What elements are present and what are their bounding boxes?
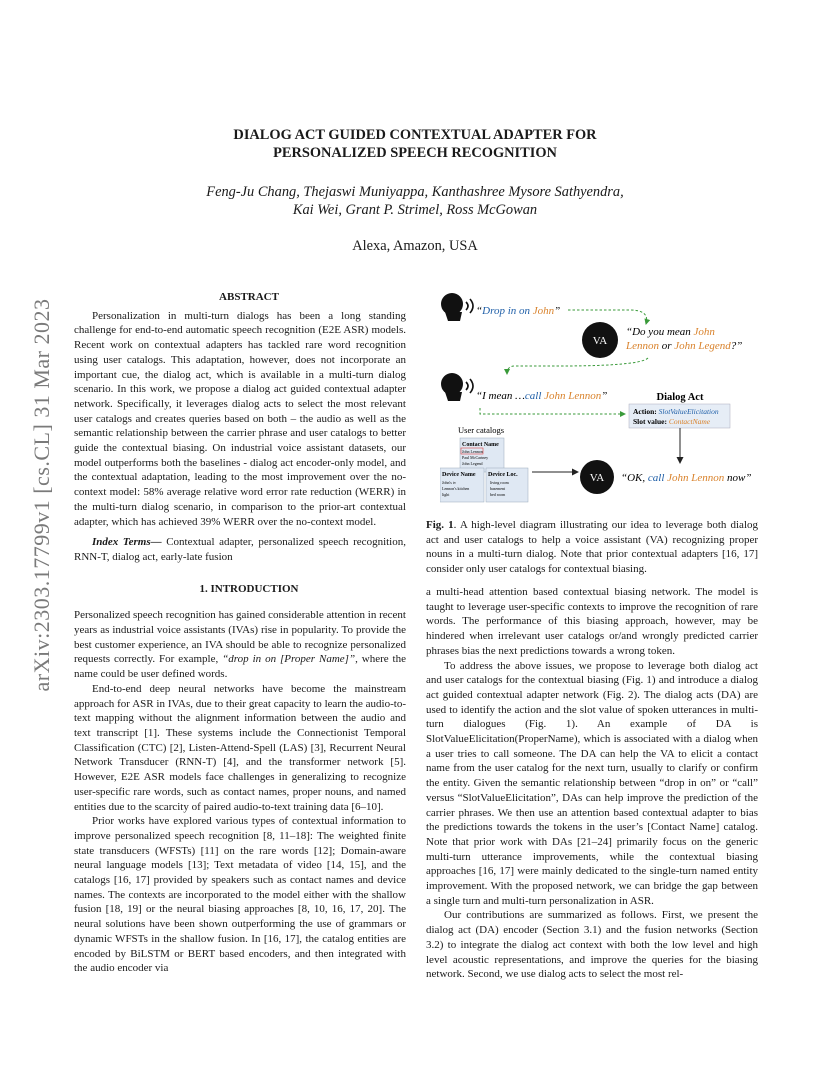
- intro-heading: 1. INTRODUCTION: [199, 582, 299, 595]
- abstract-text: Personalization in multi-turn dialogs has been a long standing challenge for end-to-end automatic speech recognition (E2E ASR) models. Recent work on contextual adapters has tackled rare word recognition using user catalogs. This adaptation, however, does not incorporate an important cue, the dialog act, which is available in a multi-turn dialog scenario. In this work, we propose a dialog act guided contextual adapter network. Specifically, it leverages dialog acts to select the most relevant user catalogs and creates queries based on both – the audio as well as the semantic relationship between the carrier phrase and user catalogs to better guide the contextual biasing. On industrial voice assistant datasets, our model outperforms both the baselines - dialog act encoder-only model, and the contextual adaptation, leading to the most improvement over the no-context model: 58% average relative word error rate reduction (WERR) in the multi-turn dialog scenario, in comparison to the prior-art contextual adapter, which has achieved 39% WERR over the no-context model.: [74, 309, 406, 528]
- va-label-2: VA: [589, 472, 605, 484]
- intro-p1-example: “drop in on [Proper Name]”: [222, 653, 356, 666]
- utterance-3: “I mean …call John Lennon”: [476, 390, 608, 402]
- user-catalogs-label: User catalogs: [458, 425, 505, 435]
- intro-p3: Prior works have explored various types of contextual information to improve personalized speech recognition [8, 11–18]: The weighted finite state transducers (WFSTs) [11] on the rare words [12]; Domain-aware neural language models [13]; Text metadata of video [14, 15], and the catalogs [16, 17] provided by speakers such as contact names and device names. The contexts are incorporated to the model either with the shallow fusion [18, 19] or the neural biasing approaches [8, 10, 16, 17, 20]. The neural solutions have been shown outperforming the use of grammars or dynamic WFSTs in the shallow fusion. In [16, 17], the catalog entities are encoded by BiLSTM or BERT based encoders, and then integrated with the audio encoder via: [74, 815, 406, 975]
- intro-p1-a: Personalized speech recognition has gained considerable attention in recent years as industrial voice assistants (IVAs) rise in popularity. To provide the best customer experience, an IVA should be able to recognize personalized requests correctly. For example,: [74, 609, 406, 666]
- device-name-header: Device Name: [442, 472, 476, 478]
- authors-line-1: Feng-Ju Chang, Thejaswi Muniyappa, Kanthashree Mysore Sathyendra,: [206, 184, 624, 200]
- caption-text: . A high-level diagram illustrating our idea to leverage both dialog act and user catalogs to help a voice assistant (VA) recognizing proper nouns in a multi-turn dialog. Note that prior contextual adapters [16, 17] consider only user catalogs for contextual biasing.: [426, 519, 758, 575]
- right-column: [426, 585, 758, 982]
- intro-p2: End-to-end deep neural networks have become the mainstream approach for ASR in IVAs, due to their great capacity to learn the audio-to-text mapping without the alignment information between the audio and text transcript [1]. These systems include the Connectionist Temporal Classification (CTC) [2], Listen-Attend-Spell (LAS) [3], Recurrent Neural Network Transducer (RNN-T) [4], and the transformer network [5]. However, E2E ASR models face challenges in generalizing to recognize user-specific rare words, such as contact names, proper nouns, and named entities due to the scarcity of paired audio-to-text training data [6–10].: [74, 682, 406, 813]
- title-line-1: DIALOG ACT GUIDED CONTEXTUAL ADAPTER FOR: [233, 127, 597, 143]
- right-p3: Our contributions are summarized as follows. First, we present the dialog act (DA) encoder (Section 3.1) and the fusion networks (Section 3.2) to integrate the dialog act context with both the low level and high level acoustic representations, and improve the queries for the biasing network. Second, we use dialog acts to select the most rel-: [426, 909, 758, 981]
- index-terms-label: Index Terms—: [92, 536, 162, 549]
- dialog-act-slot: Slot value: ContactName: [633, 417, 711, 426]
- authors-line-2: Kai Wei, Grant P. Strimel, Ross McGowan: [292, 202, 538, 218]
- left-column: [74, 290, 406, 976]
- contact-item: John Lennon: [462, 449, 483, 454]
- authors: [120, 183, 710, 219]
- device-item: Lennon's kitchen: [442, 486, 470, 491]
- device-loc-header: Device Loc.: [488, 472, 518, 478]
- paper-title: [120, 126, 710, 162]
- abstract-heading: ABSTRACT: [219, 291, 279, 303]
- loc-item: bed room: [490, 492, 506, 497]
- loc-item: living room: [490, 480, 509, 485]
- index-terms: [74, 535, 406, 564]
- right-p1: a multi-head attention based contextual biasing network. The model is taught to leverage user-specific contexts to improve the recognition of rare words. The performance of this biasing approach, however, may be hindered when irrelevant user catalogs or/and wrongly predicted carrier phrases bias the next predictions towards a wrong token.: [426, 586, 758, 657]
- user-speaker-icon-2: [441, 373, 473, 401]
- index-terms-text: Contextual adapter, personalized speech recognition, RNN-T, dialog act, early-late fusion: [74, 536, 406, 563]
- right-p2: To address the above issues, we propose to leverage both dialog act and user catalogs for the contextual biasing (Fig. 1) and introduce a dialog act guided contextual adapter network (Fig. 2). The dialog acts (DA) are used to identify the action and the slot value of spoken utterances in multi-turn dialogues (Fig. 1). An example of DA is SlotValueElicitation(ProperName), which is associated with a dialog when a user tries to call someone. The DA can help the VA to elicit a contact name from the user catalog for the next turn, usually to clarify or confirm the entity. Given the semantic relationship between “drop in on” or “call” versus “SlotValueElicitation”, DAs can help improve the prediction of the carrier phrases. We then use an attention based contextual adapter to bias the predictions towards the tokens in the user’s [Contact Name] catalog. Note that prior work with DAs [21–24] primarily focus on the generic multi-turn utterance improvements, while the contextual biasing approaches [16, 17] were mainly dedicated to the single-turn named entity improvement. With the proposed network, we can bridge the gap between a single turn and multi-turn personalization in ASR.: [426, 659, 758, 907]
- utterance-2-line2: Lennon or John Legend?”: [626, 340, 743, 352]
- arxiv-sidebar: [22, 285, 62, 705]
- user-speaker-icon: [441, 293, 473, 321]
- loc-item: basement: [490, 486, 506, 491]
- utterance-1: “Drop in on John”: [476, 305, 561, 317]
- figure-1: [440, 288, 770, 503]
- utterance-4: “OK, call John Lennon now”: [621, 472, 752, 484]
- intro-p1-c: , where the name could be user defined words.: [74, 653, 406, 681]
- device-item: light: [442, 492, 450, 497]
- utterance-2-line1: “Do you mean John: [626, 326, 715, 338]
- caption-label: Fig. 1: [426, 519, 454, 531]
- contact-item: John Legend: [462, 461, 483, 466]
- title-line-2: PERSONALIZED SPEECH RECOGNITION: [273, 145, 557, 161]
- device-item: John's tv: [442, 480, 456, 485]
- contact-item: Paul McCartney: [462, 455, 489, 460]
- dialog-act-action: Action: SlotValueElicitation: [633, 407, 719, 416]
- dialog-act-title: Dialog Act: [656, 392, 704, 403]
- arxiv-id: arXiv:2303.17799v1 [cs.CL] 31 Mar 2023: [29, 298, 54, 692]
- figure-1-caption: [426, 518, 758, 576]
- va-label-1: VA: [592, 335, 608, 347]
- affiliation: Alexa, Amazon, USA: [352, 238, 478, 254]
- intro-p1: [74, 608, 406, 682]
- contact-name-header: Contact Name: [462, 442, 499, 448]
